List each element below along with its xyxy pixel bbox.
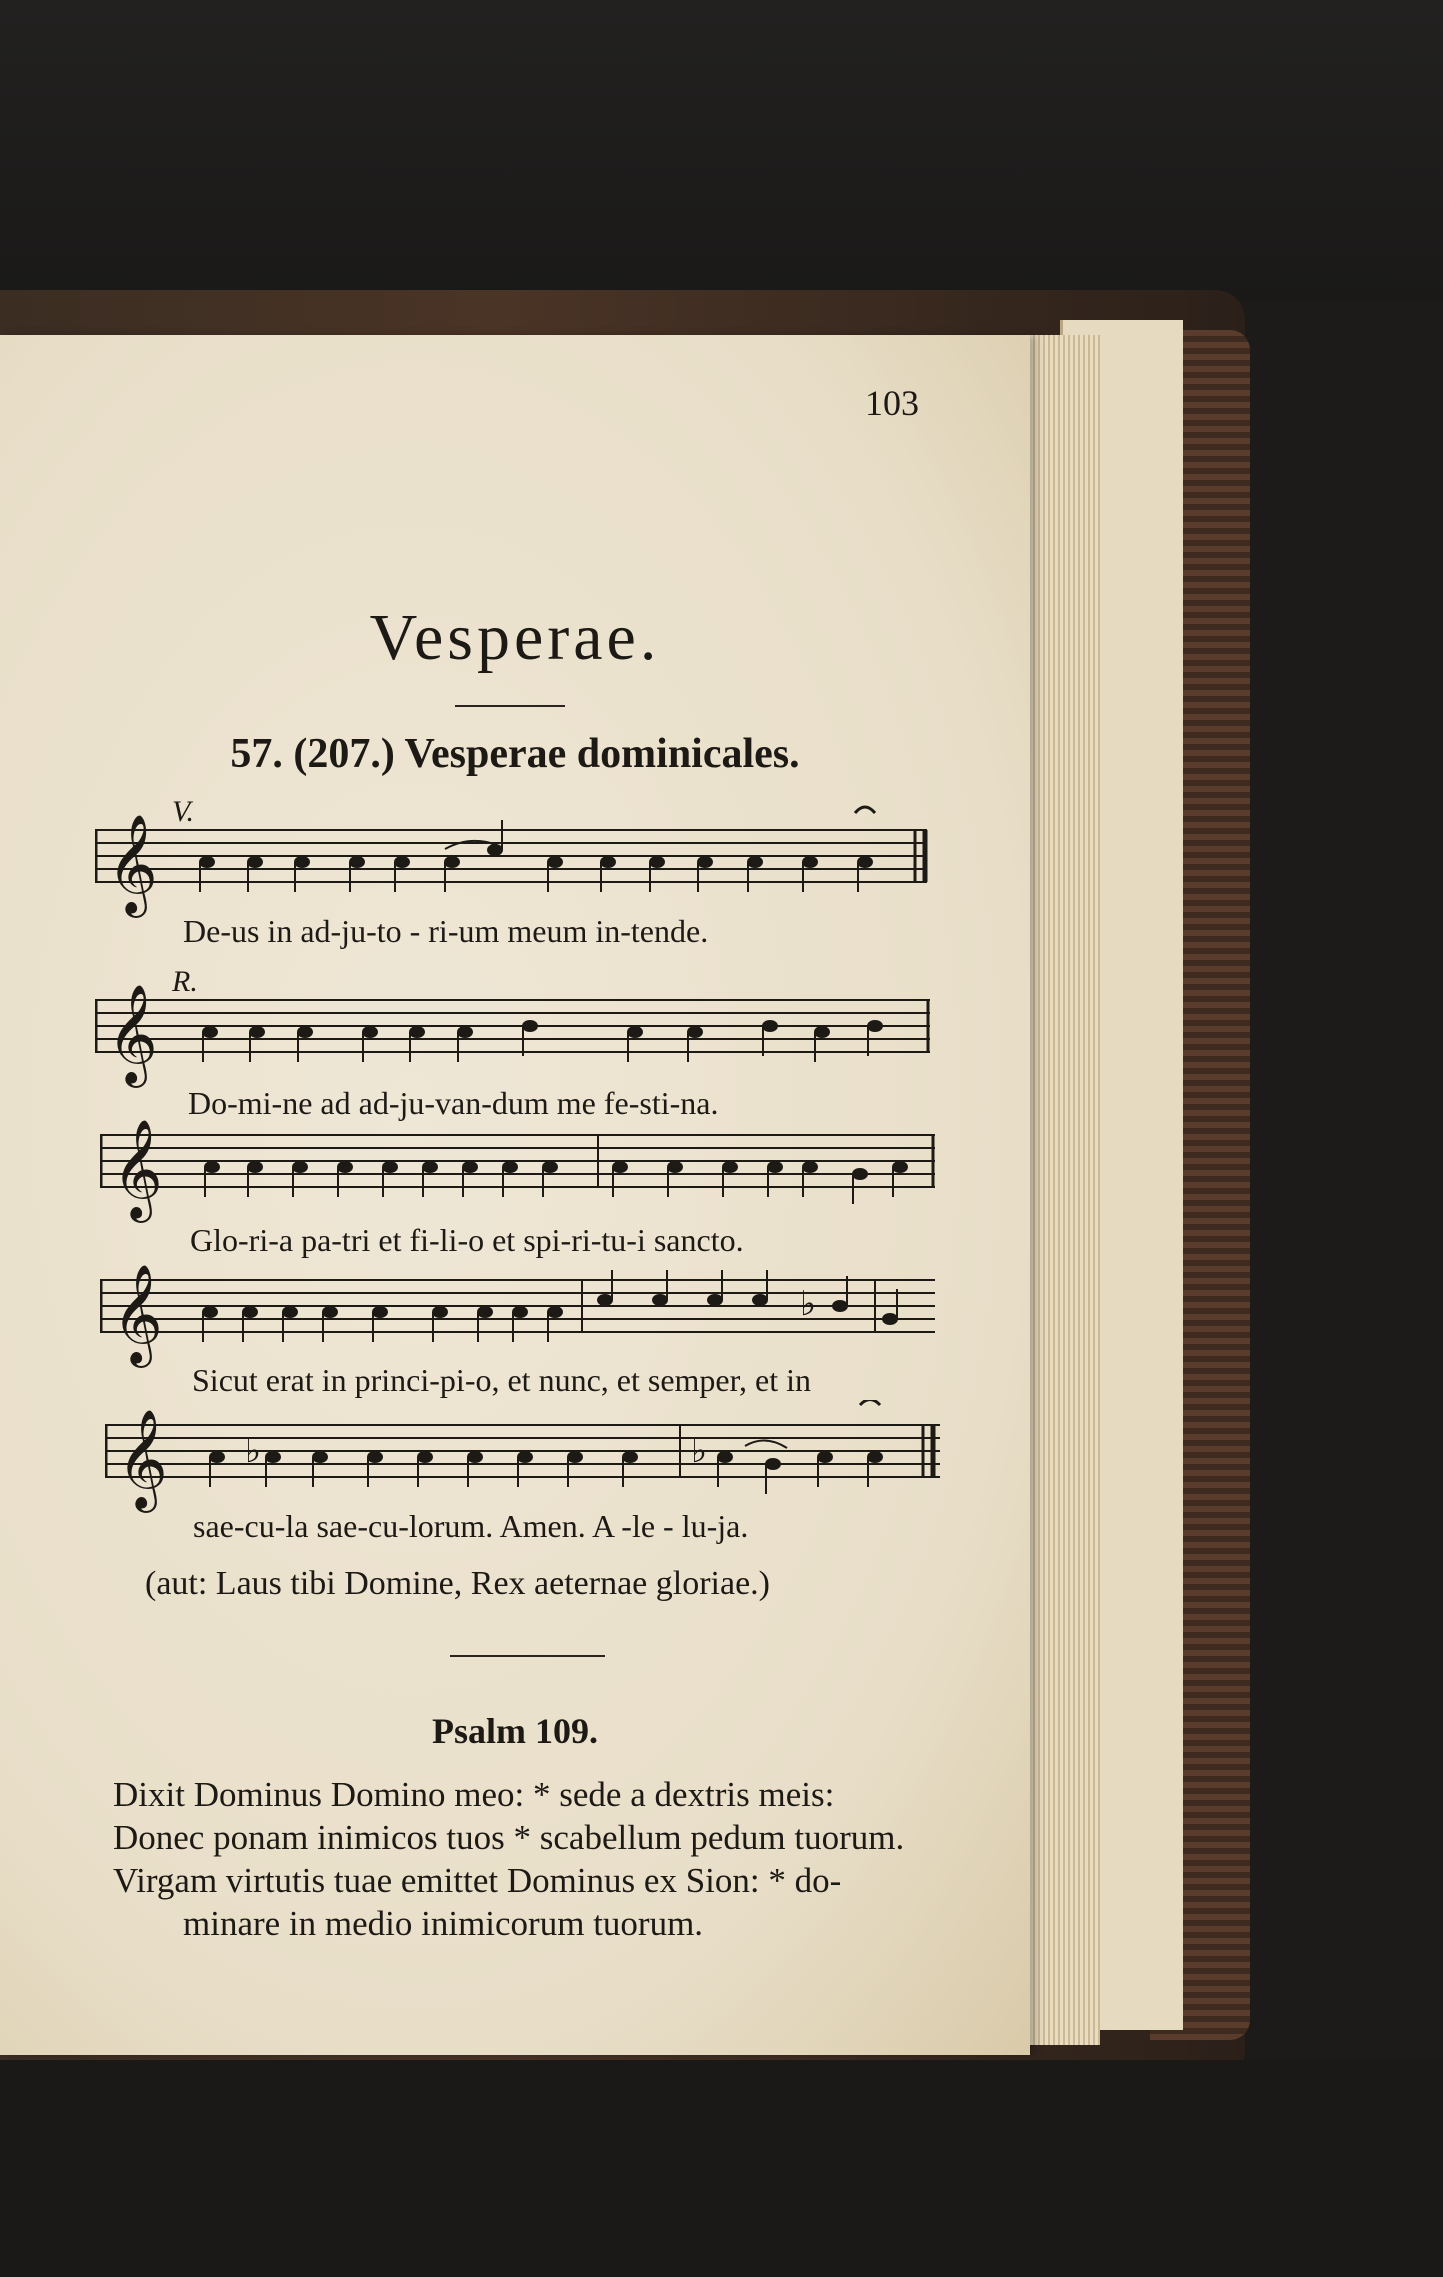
- page-number: 103: [865, 383, 919, 423]
- music-staff-1: [95, 805, 935, 925]
- chant-heading: 57. (207.) Vesperae dominicales.: [230, 731, 800, 777]
- background-bottom: [0, 2060, 1443, 2277]
- music-staff-3: [100, 1110, 940, 1230]
- page-title: Vesperae.: [369, 601, 661, 674]
- svg-text:𝄞: 𝄞: [112, 1264, 163, 1364]
- lyrics-line-1: De-us in ad-ju-to - ri-um meum in-tende.: [183, 913, 709, 949]
- psalm-verse: Virgam virtutis tuae emittet Dominus ex Sion: * do-: [113, 1861, 842, 1900]
- lyrics-line-3: Glo-ri-a pa-tri et fi-li-o et spi-ri-tu-i sancto.: [190, 1222, 744, 1258]
- lyrics-line-5: sae-cu-la sae-cu-lorum. Amen. A -le - lu-ja.: [193, 1508, 749, 1544]
- psalm-verse: Donec ponam inimicos tuos * scabellum pedum tuorum.: [113, 1818, 905, 1857]
- flat-icon: ♭: [800, 1284, 817, 1324]
- treble-clef-icon: 𝄞: [107, 814, 158, 914]
- music-staff-2: [95, 975, 935, 1095]
- response-mark: R.: [172, 965, 198, 998]
- svg-text:𝄞: 𝄞: [117, 1409, 168, 1509]
- svg-text:♭: ♭: [691, 1431, 708, 1471]
- psalm-title: Psalm 109.: [432, 1711, 598, 1751]
- psalm-verse: minare in medio inimicorum tuorum.: [183, 1904, 704, 1943]
- lyrics-line-4: Sicut erat in princi-pi-o, et nunc, et semper, et in: [192, 1362, 811, 1398]
- background-top: [0, 0, 1443, 300]
- music-staff-5: [105, 1400, 945, 1520]
- versicle-mark: V.: [172, 795, 194, 828]
- psalm-verse: Dixit Dominus Domino meo: * sede a dextris meis:: [113, 1775, 835, 1814]
- fermata-icon: [855, 807, 875, 813]
- svg-text:𝄞: 𝄞: [107, 984, 158, 1084]
- section-rule: [450, 1655, 605, 1657]
- title-rule: [455, 705, 565, 707]
- svg-text:♭: ♭: [245, 1431, 262, 1471]
- rubric-note: (aut: Laus tibi Domine, Rex aeternae gloriae.): [145, 1565, 770, 1602]
- music-staff-4: [100, 1255, 940, 1375]
- lyrics-line-2: Do-mi-ne ad ad-ju-van-dum me fe-sti-na.: [188, 1085, 719, 1121]
- svg-text:𝄞: 𝄞: [112, 1119, 163, 1219]
